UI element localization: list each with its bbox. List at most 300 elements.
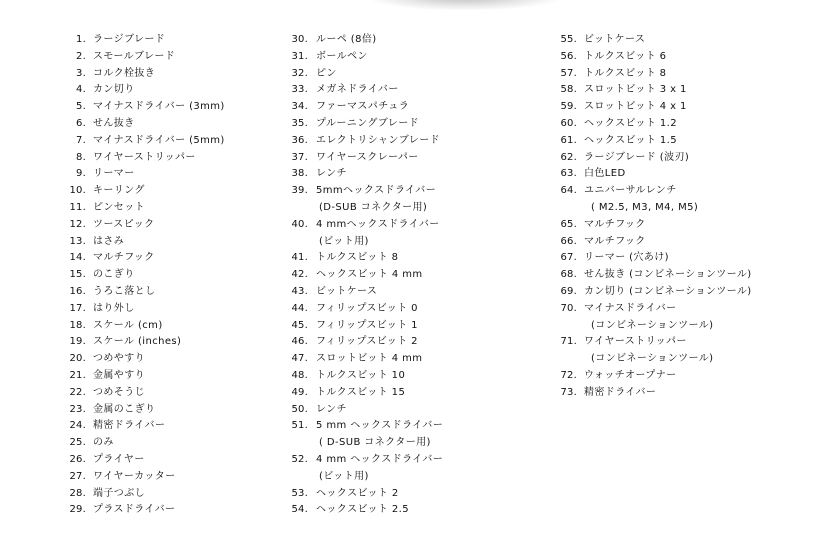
tool-number: 46.: [291, 336, 308, 348]
tool-number: 22.: [69, 386, 86, 398]
tool-list-column-2: [283, 32, 553, 519]
tool-number: 27.: [69, 470, 86, 482]
tool-item-line: [555, 385, 815, 402]
tool-list-item: [283, 368, 553, 385]
tool-item-line: [555, 150, 815, 167]
tool-item-line: [64, 250, 284, 267]
tool-list-item: [555, 250, 815, 267]
tool-name: マルチフック: [584, 218, 646, 230]
tool-number: 7.: [76, 134, 86, 146]
tool-list-item: [283, 32, 553, 49]
tool-name: ユニバーサルレンチ: [584, 185, 677, 197]
tool-list-item: [64, 351, 284, 368]
tool-number: 54.: [291, 504, 308, 516]
tool-name: マイナスドライバー: [584, 302, 677, 314]
tool-number: 29.: [69, 504, 86, 516]
tool-list-item: [283, 486, 553, 503]
tool-name: カン切り (コンビネーションツール): [584, 285, 752, 297]
tool-item-line: [64, 418, 284, 435]
tool-list-item: [64, 267, 284, 284]
tool-name: 5 mm ヘックスドライバー: [316, 420, 444, 432]
tool-number: 63.: [560, 168, 577, 180]
tool-name: ボールペン: [316, 50, 368, 62]
tool-item-line: [64, 318, 284, 335]
tool-item-line: [283, 217, 553, 234]
tool-name: ヘックスビット 1.2: [584, 117, 677, 129]
tool-item-line: [64, 133, 284, 150]
tool-list-item: [555, 334, 815, 368]
tool-number: 26.: [69, 453, 86, 465]
tool-item-line: [283, 183, 553, 200]
tool-name: つめやすり: [93, 353, 145, 365]
tool-item-line: [64, 301, 284, 318]
tool-name: 4 mm ヘックスドライバー: [316, 453, 444, 465]
tool-number: 55.: [560, 34, 577, 45]
tool-name: カン切り: [93, 84, 135, 96]
tool-item-line: [283, 116, 553, 133]
tool-name: ワイヤーストリッパー: [584, 336, 687, 348]
tool-name-continuation: ( D-SUB コネクター用): [319, 437, 431, 449]
tool-number: 19.: [69, 336, 86, 348]
tool-name: スケール (inches): [93, 336, 182, 348]
tool-list-item: [283, 301, 553, 318]
tool-item-line: [64, 66, 284, 83]
tool-number: 45.: [291, 319, 308, 331]
tool-number: 13.: [69, 235, 86, 247]
tool-item-line: [64, 116, 284, 133]
tool-list-item: [283, 250, 553, 267]
tool-list-item: [283, 82, 553, 99]
tool-name: ビットケース: [316, 285, 378, 297]
tool-item-line: [555, 66, 815, 83]
tool-name: ヘックスビット 2.5: [316, 504, 409, 516]
tool-name: マイナスドライバー (3mm): [93, 101, 225, 113]
tool-item-line: [283, 318, 553, 335]
tool-item-line: [64, 486, 284, 503]
tool-list-item: [283, 284, 553, 301]
tool-number: 14.: [69, 252, 86, 264]
tool-number: 12.: [69, 218, 86, 230]
tool-list-item: [283, 318, 553, 335]
tool-list-item: [555, 150, 815, 167]
tool-name: 金属のこぎり: [93, 403, 156, 415]
tool-item-line: [555, 284, 815, 301]
tool-item-line: [64, 502, 284, 519]
tool-number: 15.: [69, 269, 86, 281]
tool-number: 2.: [76, 50, 86, 62]
tool-number: 70.: [560, 302, 577, 314]
tool-item-line: [64, 32, 284, 49]
tool-name: リーマー (穴あけ): [584, 252, 669, 264]
tool-number: 62.: [560, 151, 577, 163]
tool-name: のこぎり: [93, 269, 135, 281]
tool-name: ヘックスビット 1.5: [584, 134, 677, 146]
tool-list-item: [64, 234, 284, 251]
tool-name: ピン: [316, 67, 337, 79]
tool-list-item: [64, 502, 284, 519]
tool-list-item: [64, 116, 284, 133]
tool-list-item: [555, 32, 815, 49]
tool-item-line: [283, 82, 553, 99]
tool-list-item: [283, 150, 553, 167]
tool-item-line: [283, 351, 553, 368]
tool-item-line: [555, 368, 815, 385]
tool-item-line: [64, 166, 284, 183]
tool-number: 32.: [291, 67, 308, 79]
tool-number: 9.: [76, 168, 86, 180]
tool-number: 1.: [76, 34, 86, 45]
tool-number: 65.: [560, 218, 577, 230]
tool-item-line: [555, 133, 815, 150]
tool-list-item: [64, 82, 284, 99]
tool-item-line: [64, 234, 284, 251]
tool-list-item: [555, 385, 815, 402]
tool-name: プラスドライバー: [93, 504, 176, 516]
tool-name: つめそうじ: [93, 386, 145, 398]
tool-name-continuation: ( M2.5, M3, M4, M5): [591, 201, 699, 213]
tool-item-line: [555, 183, 815, 200]
tool-name: ウォッチオープナー: [584, 369, 677, 381]
tool-number: 41.: [291, 252, 308, 264]
tool-number: 3.: [76, 67, 86, 79]
tool-item-line: [64, 82, 284, 99]
tool-list-item: [64, 284, 284, 301]
tool-name: ラージブレード (波刃): [584, 151, 690, 163]
tool-list-item: [283, 116, 553, 133]
tool-list-item: [555, 284, 815, 301]
tool-name-continuation: (コンビネーションツール): [591, 319, 714, 331]
tool-list-item: [64, 217, 284, 234]
tool-number: 28.: [69, 487, 86, 499]
tool-list-item: [64, 418, 284, 435]
tool-list-item: [64, 301, 284, 318]
tool-name: 金属やすり: [93, 369, 145, 381]
tool-list-item: [64, 150, 284, 167]
tool-item-line: [64, 200, 284, 217]
tool-name: レンチ: [316, 403, 347, 415]
tool-item-line: [64, 435, 284, 452]
tool-list-item: [283, 267, 553, 284]
tool-item-line: [64, 49, 284, 66]
tool-list-item: [64, 435, 284, 452]
tool-list-item: [64, 334, 284, 351]
tool-item-line: [283, 502, 553, 519]
tool-item-line: [64, 351, 284, 368]
tool-item-line: [283, 133, 553, 150]
tool-list-item: [64, 452, 284, 469]
tool-list-item: [283, 99, 553, 116]
tool-name-continuation: (コンビネーションツール): [591, 353, 714, 365]
tool-number: 6.: [76, 117, 86, 129]
tool-number: 73.: [560, 386, 577, 398]
tool-list-item: [555, 166, 815, 183]
tool-list-item: [555, 66, 815, 83]
tool-number: 33.: [291, 84, 308, 96]
tool-number: 72.: [560, 369, 577, 381]
tool-item-line: [555, 32, 815, 49]
tool-name: ヘックスビット 2: [316, 487, 399, 499]
tool-name-continuation: (D-SUB コネクター用): [319, 201, 428, 213]
tool-number: 48.: [291, 369, 308, 381]
tool-number: 37.: [291, 151, 308, 163]
tool-item-line: [555, 166, 815, 183]
tool-list-item: [64, 402, 284, 419]
tool-number: 23.: [69, 403, 86, 415]
tool-number: 50.: [291, 403, 308, 415]
tool-list-item: [555, 99, 815, 116]
tool-list-item: [555, 133, 815, 150]
tool-name: コルク栓抜き: [93, 67, 156, 79]
tool-name: レンチ: [316, 168, 347, 180]
tool-name: マルチフック: [584, 235, 646, 247]
tool-number: 36.: [291, 134, 308, 146]
tool-list-item: [555, 183, 815, 217]
tool-list-item: [283, 217, 553, 251]
tool-list-column-3: [555, 32, 815, 402]
tool-number: 61.: [560, 134, 577, 146]
tool-list-item: [64, 99, 284, 116]
tool-item-line: [555, 82, 815, 99]
tool-list-item: [283, 66, 553, 83]
tool-item-line: [64, 368, 284, 385]
tool-item-line: [283, 49, 553, 66]
tool-name: トルクスビット 6: [584, 50, 667, 62]
tool-item-line: [283, 150, 553, 167]
tool-name: 白色LED: [584, 168, 626, 180]
tool-name: ラージブレード: [93, 34, 166, 45]
tool-list-item: [283, 334, 553, 351]
tool-list-item: [64, 200, 284, 217]
tool-item-line: [64, 150, 284, 167]
tool-item-line: [283, 301, 553, 318]
tool-name: メガネドライバー: [316, 84, 399, 96]
tool-number: 58.: [560, 84, 577, 96]
tool-name: のみ: [93, 437, 114, 449]
tool-name: はり外し: [93, 302, 135, 314]
tool-item-line: [64, 452, 284, 469]
tool-list-item: [283, 351, 553, 368]
tool-item-line: [555, 234, 815, 251]
tool-name: リーマー: [93, 168, 135, 180]
tool-list-item: [555, 49, 815, 66]
tool-name: 精密ドライバー: [93, 420, 166, 432]
tool-name: 4 mmヘックスドライバー: [316, 218, 440, 230]
tool-number: 24.: [69, 420, 86, 432]
tool-number: 64.: [560, 185, 577, 197]
tool-item-line: [555, 250, 815, 267]
tool-item-line: [64, 217, 284, 234]
tool-name: ツースピック: [93, 218, 155, 230]
tool-number: 18.: [69, 319, 86, 331]
tool-number: 40.: [291, 218, 308, 230]
tool-item-line: [64, 99, 284, 116]
tool-number: 4.: [76, 84, 86, 96]
tool-item-line: [283, 250, 553, 267]
tool-number: 16.: [69, 285, 86, 297]
tool-name: スロットビット 4 x 1: [584, 101, 687, 113]
tool-name: トルクスビット 8: [316, 252, 399, 264]
tool-item-line: [555, 334, 815, 351]
tool-list-item: [64, 368, 284, 385]
tool-list-item: [64, 166, 284, 183]
tool-name: マルチフック: [93, 252, 155, 264]
tool-item-line: [555, 49, 815, 66]
tool-name: スモールブレード: [93, 50, 176, 62]
tool-list-item: [283, 133, 553, 150]
tool-item-line: [283, 166, 553, 183]
tool-item-line: [283, 334, 553, 351]
tool-name: スロットビット 4 mm: [316, 353, 423, 365]
tool-list-item: [555, 301, 815, 335]
tool-name: マイナスドライバー (5mm): [93, 134, 225, 146]
tool-name: うろこ落とし: [93, 285, 156, 297]
top-shadow: [370, 0, 560, 10]
tool-list-item: [283, 183, 553, 217]
tool-name: スケール (cm): [93, 319, 163, 331]
tool-item-line: [64, 267, 284, 284]
tool-list-item: [555, 234, 815, 251]
tool-list-column-1: [64, 32, 284, 519]
tool-item-line: [64, 402, 284, 419]
tool-item-line: [64, 385, 284, 402]
tool-list-item: [64, 133, 284, 150]
tool-name: はさみ: [93, 235, 125, 247]
tool-number: 5.: [76, 101, 86, 113]
tool-number: 67.: [560, 252, 577, 264]
tool-item-line: [283, 32, 553, 49]
tool-item-line: [283, 66, 553, 83]
tool-name: トルクスビット 15: [316, 386, 406, 398]
tool-list-item: [64, 250, 284, 267]
tool-name: 5mmヘックスドライバー: [316, 185, 437, 197]
tool-number: 10.: [69, 185, 86, 197]
tool-number: 71.: [560, 336, 577, 348]
tool-list-item: [64, 486, 284, 503]
tool-name: ワイヤースクレーパー: [316, 151, 419, 163]
tool-number: 44.: [291, 302, 308, 314]
tool-number: 31.: [291, 50, 308, 62]
tool-name: ピンセット: [93, 201, 145, 213]
tool-name: ビットケース: [584, 34, 646, 45]
tool-number: 25.: [69, 437, 86, 449]
tool-name: トルクスビット 10: [316, 369, 406, 381]
tool-name: ルーペ (8倍): [316, 34, 377, 45]
tool-number: 8.: [76, 151, 86, 163]
tool-list-item: [555, 82, 815, 99]
tool-list-item: [283, 452, 553, 486]
tool-list-item: [555, 217, 815, 234]
tool-number: 11.: [69, 201, 86, 213]
tool-list-item: [64, 183, 284, 200]
tool-name: せん抜き: [93, 117, 135, 129]
tool-number: 39.: [291, 185, 308, 197]
tool-list-item: [64, 49, 284, 66]
tool-name: ファーマスパチュラ: [316, 101, 410, 113]
tool-item-line: [283, 99, 553, 116]
tool-number: 35.: [291, 117, 308, 129]
tool-item-line: [283, 418, 553, 435]
tool-item-line: [555, 301, 815, 318]
tool-item-line: [283, 486, 553, 503]
tool-name: フィリップスビット 2: [316, 336, 418, 348]
tool-item-line: [283, 385, 553, 402]
tool-number: 59.: [560, 101, 577, 113]
tool-number: 49.: [291, 386, 308, 398]
tool-number: 60.: [560, 117, 577, 129]
tool-number: 57.: [560, 67, 577, 79]
tool-name-continuation: (ビット用): [319, 235, 369, 247]
tool-number: 34.: [291, 101, 308, 113]
tool-list-item: [283, 385, 553, 402]
tool-list-item: [283, 502, 553, 519]
tool-number: 42.: [291, 269, 308, 281]
tool-name: ヘックスビット 4 mm: [316, 269, 423, 281]
tool-list-item: [64, 66, 284, 83]
tool-list-item: [283, 402, 553, 419]
tool-name: プライヤー: [93, 453, 145, 465]
tool-number: 30.: [291, 34, 308, 45]
tool-number: 52.: [291, 453, 308, 465]
tool-name: 端子つぶし: [93, 487, 145, 499]
tool-number: 21.: [69, 369, 86, 381]
tool-name: ワイヤーカッター: [93, 470, 176, 482]
tool-name: フィリップスビット 1: [316, 319, 418, 331]
tool-name: スロットビット 3 x 1: [584, 84, 687, 96]
tool-name: エレクトリシャンブレード: [316, 134, 440, 146]
tool-number: 43.: [291, 285, 308, 297]
tool-item-line: [283, 368, 553, 385]
tool-name: キーリング: [93, 185, 145, 197]
tool-number: 17.: [69, 302, 86, 314]
tool-item-line: [283, 267, 553, 284]
tool-item-line: [283, 452, 553, 469]
tool-name: プルーニングブレード: [316, 117, 419, 129]
tool-list-item: [64, 32, 284, 49]
tool-list-item: [555, 368, 815, 385]
tool-number: 56.: [560, 50, 577, 62]
tool-item-line: [555, 99, 815, 116]
tool-number: 53.: [291, 487, 308, 499]
tool-item-line: [283, 284, 553, 301]
tool-name-continuation: (ビット用): [319, 470, 369, 482]
tool-name: フィリップスビット 0: [316, 302, 418, 314]
tool-name: せん抜き (コンビネーションツール): [584, 269, 752, 281]
tool-number: 38.: [291, 168, 308, 180]
tool-item-line: [555, 116, 815, 133]
tool-item-line: [555, 217, 815, 234]
tool-item-line: [64, 284, 284, 301]
tool-item-line: [283, 402, 553, 419]
tool-list-item: [64, 385, 284, 402]
tool-number: 51.: [291, 420, 308, 432]
tool-list-item: [555, 116, 815, 133]
tool-item-line: [64, 183, 284, 200]
tool-list-item: [555, 267, 815, 284]
tool-list-item: [64, 469, 284, 486]
tool-number: 20.: [69, 353, 86, 365]
tool-list-item: [283, 49, 553, 66]
tool-item-line: [64, 334, 284, 351]
tool-name: ワイヤーストリッパー: [93, 151, 196, 163]
tool-item-line: [555, 267, 815, 284]
tool-number: 66.: [560, 235, 577, 247]
tool-number: 69.: [560, 285, 577, 297]
tool-name: 精密ドライバー: [584, 386, 657, 398]
tool-number: 68.: [560, 269, 577, 281]
tool-list-item: [283, 418, 553, 452]
tool-item-line: [64, 469, 284, 486]
tool-list-item: [64, 318, 284, 335]
